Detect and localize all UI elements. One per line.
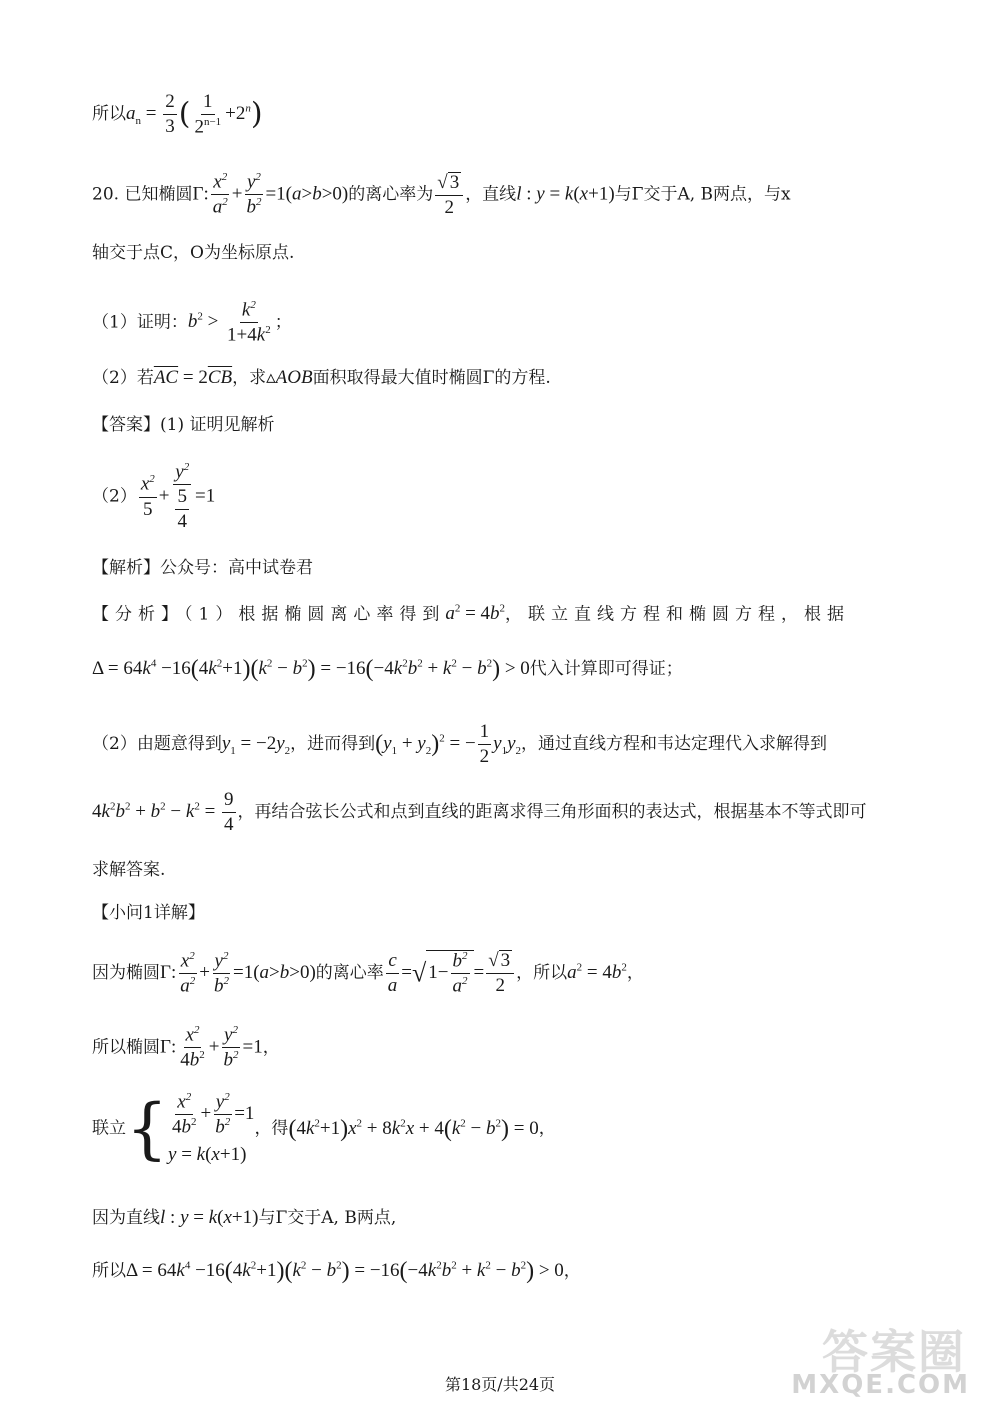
text: ； [274,312,292,333]
detail-3: 联立{ $\frac{x^2}{4b^2}$ + $\frac{y^2}{b^2}$ =1 y = k(x+1) ，得$(4k^2+1)x^2 + 8k^2x + 4(k^2 - b^2) = 0$， [92,1090,556,1168]
text: ，再结合弦长公式和点到直线的距离求得三角形面积的表达式，根据基本不等式即可 [237,801,867,822]
text: （1）证明： [92,312,188,333]
formula-an: 所以$a_n$ = $\frac{2}{3}$ ( $\frac{1}{2^{n-1}}$ $+2^n$) [92,91,263,138]
watermark-logo [746,1316,976,1406]
text: 20. 已知椭圆 [92,184,193,205]
analysis-3: $4k^2b^2 + b^2 - k^2$ = $\frac{9}{4}$ ，再结合弦长公式和点到直线的距离求得三角形面积的表达式，根据基本不等式即可 [92,789,867,835]
text: ，进而得到 [290,733,376,754]
answer-1: 【答案】(1) 证明见解析 [92,415,275,435]
answer-2: （2） $\frac{x^2}{5}$ + $\frac{y^2}{\frac{5}{4}}$ =1 [92,461,216,533]
text: 联立 [92,1118,126,1139]
text: ，求 [232,368,267,388]
page-number: 第18页/共24页 [444,1375,556,1394]
text: 因为椭圆 [92,962,160,983]
text: 所以椭圆 [92,1037,160,1058]
text: （2）若 [92,368,154,388]
text: 与Γ交于A, B两点，与x [614,184,791,205]
part-2: （2）若$\overline{AC} = 2\overline{CB}$，求▵AOB面积取得最大值时椭圆Γ的方程. [92,367,551,388]
analysis-1: 【分析】（1）根据椭圆离心率得到$a^2 = 4b^2$，联立直线方程和椭圆方程，根据 [92,603,851,625]
text: ，联立直线方程和椭圆方程，根据 [505,604,851,625]
text: 与Γ交于A, B两点, [258,1208,397,1228]
question-20: 20. 已知椭圆Γ: $\frac{x^2}{a^2}$ + $\frac{y^2}{b^2}$ =1(a>b>0)的离心率为 $\frac{√ 3}{2}$ ，直线l : y = k(x+1)与Γ交于A, B两点，与x [92,171,791,218]
text: 所以 [92,1260,126,1281]
watermark-top: 答案圈 [822,1325,966,1379]
text: 代入计算即可得证； [529,658,683,679]
text: （2） [92,486,137,507]
text: ，得 [254,1118,289,1139]
text: 所以 [92,104,126,125]
detail-1: 因为椭圆Γ: $\frac{x^2}{a^2}$ + $\frac{y^2}{b^2}$ =1(a>b>0)的离心率 $\frac{c}{a}$ =√ 1− $\frac{b^2}{a^2}$ = $\frac{√ 3}{2}$ ，所以$a^2 = 4b^2$， [92,949,644,997]
detail-2: 所以椭圆Γ: $\frac{x^2}{4b^2}$ + $\frac{y^2}{b^2}$ =1， [92,1024,280,1071]
question-20-cont: 轴交于点C，O为坐标原点. [92,243,295,263]
text: ，直线 [465,184,517,205]
text: 面积取得最大值时椭圆Γ的方程. [312,368,551,388]
text: 因为直线 [92,1208,160,1228]
text: （2）由题意得到 [92,733,222,754]
analysis-2: （2）由题意得到$y_1 = -2y_2$，进而得到$(y_1 + y_2)^2$ = − $\frac{1}{2}$ $y_1y_2$，通过直线方程和韦达定理代入求解得到 [92,721,828,767]
part-1: （1）证明：$b^2$ > $\frac{k^2}{1+4k^2}$ ； [92,299,292,346]
detail-5: 所以$\Delta = 64k^4 -16(4k^2+1)(k^2 - b^2) = -16(-4k^2b^2 + k^2 - b^2) > 0$， [92,1258,581,1284]
text: 【分析】（1）根据椭圆离心率得到 [92,604,446,625]
watermark-bottom: MXQE.COM [791,1370,970,1400]
jiexi: 【解析】公众号：高中试卷君 [92,558,313,578]
detail-heading: 【小问1详解】 [92,903,205,923]
text: 的离心率 [315,962,384,983]
text: ，所以 [516,962,568,983]
text: ，通过直线方程和韦达定理代入求解得到 [521,733,828,754]
text: 的离心率为 [348,184,434,205]
detail-4: 因为直线l : y = k(x+1)与Γ交于A, B两点, [92,1207,397,1228]
analysis-4: 求解答案. [92,860,166,880]
analysis-delta: $\Delta = 64k^4 -16(4k^2+1)(k^2 - b^2) = -16(-4k^2b^2 + k^2 - b^2) > 0$代入计算即可得证； [92,656,683,682]
